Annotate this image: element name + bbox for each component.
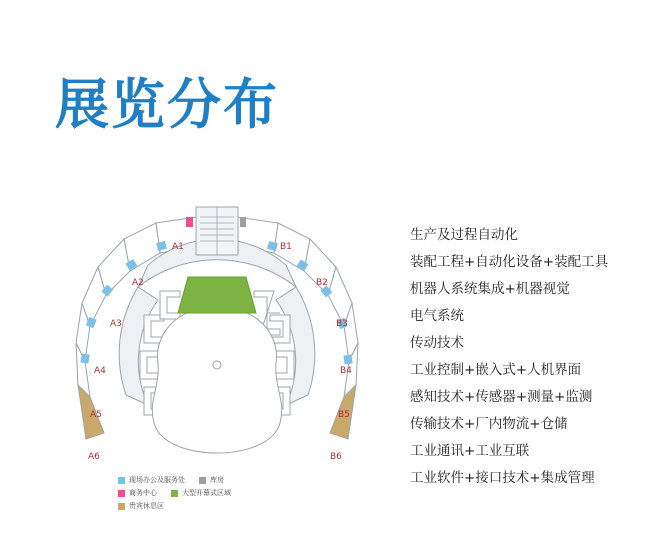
legend-row-1 [118, 475, 363, 485]
legend-swatch-business [118, 490, 125, 497]
legend-entry-business [118, 488, 157, 498]
business-centre-marker [186, 217, 193, 227]
hall-label-b3: B3 [336, 319, 348, 329]
legend-row-2 [118, 488, 363, 498]
hall-label-a1: A1 [172, 242, 184, 252]
legend [118, 475, 363, 514]
legend-label-vip: 贵宾休息区 [129, 502, 164, 510]
hall-label-b6: B6 [330, 452, 342, 462]
legend-swatch-ceremony [171, 490, 178, 497]
legend-label-business: 商务中心 [129, 489, 157, 497]
category-item: 感知技术+传感器+测量+监测 [410, 389, 593, 405]
hall-label-b5: B5 [338, 410, 350, 420]
floorplan-structure [76, 207, 358, 462]
legend-entry-storage [199, 475, 224, 485]
legend-swatch-vip [118, 503, 125, 510]
category-item: 传动技术 [410, 335, 464, 351]
hall-label-a3: A3 [110, 319, 122, 329]
legend-swatch-service [118, 477, 125, 484]
legend-label-storage: 库房 [210, 476, 224, 484]
central-plaza [152, 307, 281, 453]
category-list [410, 222, 665, 492]
legend-label-service: 现场办公及服务处 [129, 476, 185, 484]
hall-label-a5: A5 [90, 410, 102, 420]
hall-label-b4: B4 [340, 366, 352, 376]
category-item: 工业控制+嵌入式+人机界面 [410, 362, 582, 378]
legend-entry-service [118, 475, 185, 485]
hall-label-a6: A6 [88, 452, 100, 462]
category-item: 机器人系统集成+机器视觉 [410, 281, 570, 297]
category-item: 生产及过程自动化 [410, 227, 518, 243]
legend-label-ceremony: 大型开幕式区域 [182, 489, 231, 497]
legend-row-3 [118, 501, 363, 511]
category-item: 装配工程+自动化设备+装配工具 [410, 254, 609, 270]
hall-label-a4: A4 [94, 366, 106, 376]
legend-entry-ceremony [171, 488, 231, 498]
hall-label-a2: A2 [132, 278, 144, 288]
storage-marker [240, 217, 246, 227]
category-item: 电气系统 [410, 308, 464, 324]
legend-entry-vip [118, 501, 164, 511]
category-item: 工业通讯+工业互联 [410, 443, 530, 459]
page-title: 展览分布 [55, 73, 279, 136]
category-item: 工业软件+接口技术+集成管理 [410, 470, 595, 486]
hall-label-b2: B2 [316, 278, 328, 288]
opening-ceremony-area [178, 277, 256, 313]
category-item: 传输技术+厂内物流+仓储 [410, 416, 568, 432]
hall-label-b1: B1 [280, 242, 292, 252]
legend-swatch-storage [199, 477, 206, 484]
